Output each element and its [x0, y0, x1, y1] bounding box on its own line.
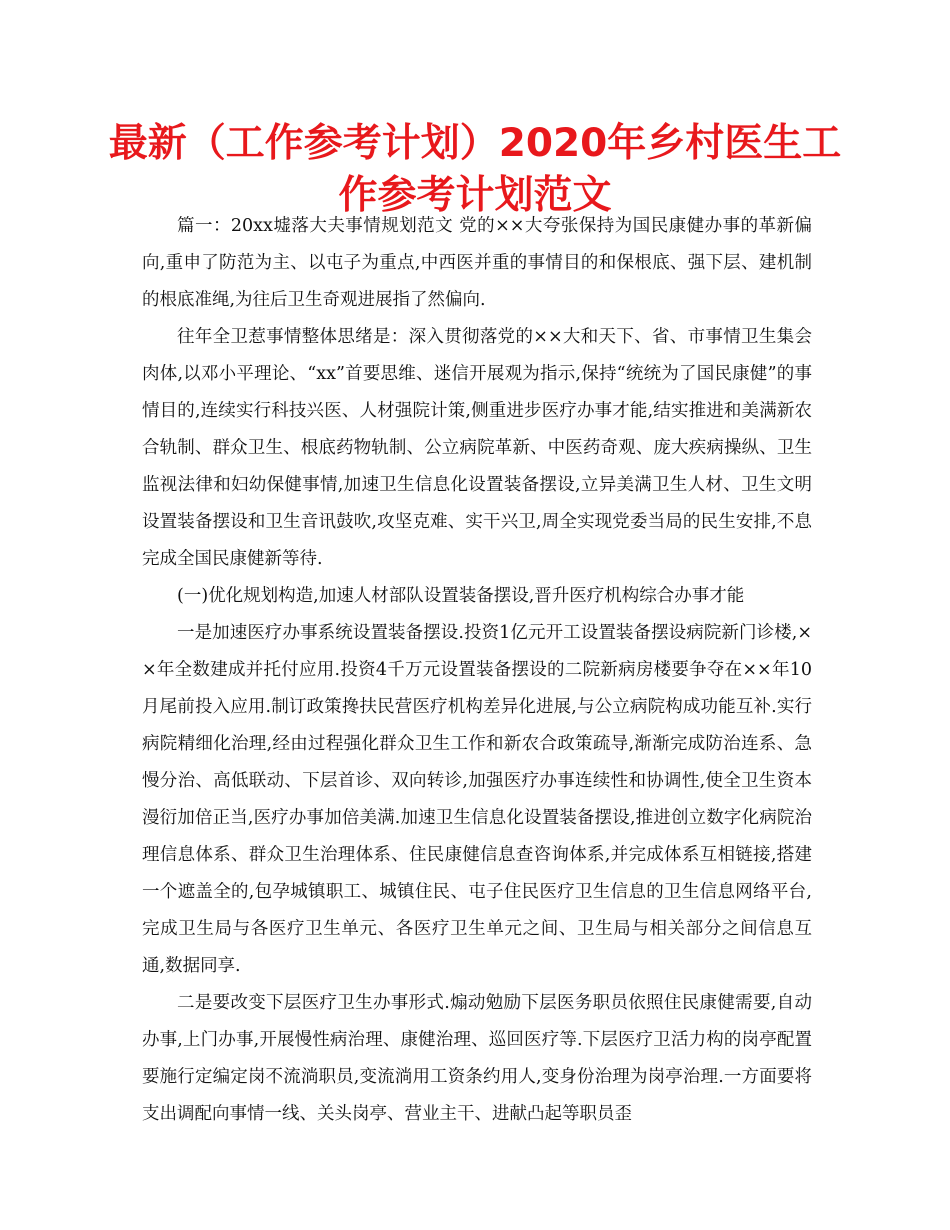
document-title: 最新（工作参考计划）2020年乡村医生工作参考计划范文	[108, 121, 842, 218]
paragraph-2: 往年全卫惹事情整体思绪是：深入贯彻落党的××大和天下、省、市事情卫生集会肉体,以邓小平理论、“xx”首要思维、迷信开展观为指示,保持“统统为了国民康健”的事情目的,连续实行科技兴医、人材强院计策,侧重进步医疗办事才能,结实推进和美满新农合轨制、群众卫生、根底药物轨制、公立病院革新、中医药奇观、庞大疾病操纵、卫生监视法律和妇幼保健事情,加速卫生信息化设置装备摆设,立异美满卫生人材、卫生文明设置装备摆设和卫生音讯鼓吹,攻坚克难、实干兴卫,周全实现党委当局的民生安排,不息完成全国民康健新等待.	[142, 327, 812, 569]
paragraph-3: (一)优化规划构造,加速人材部队设置装备摆设,晋升医疗机构综合办事才能	[177, 586, 745, 606]
document-body	[142, 208, 812, 1133]
paragraph-5: 二是要改变下层医疗卫生办事形式.煽动勉励下层医务职员依照住民康健需要,自动办事,上门办事,开展慢性病治理、康健治理、巡回医疗等.下层医疗卫活力构的岗亭配置要施行定编定岗不流淌职员,变流淌用工资条约用人,变身份治理为岗亭治理.一方面要将支出调配向事情一线、关头岗亭、营业主干、进献凸起等职员歪	[142, 993, 812, 1124]
paragraph-4: 一是加速医疗办事系统设置装备摆设.投资1亿元开工设置装备摆设病院新门诊楼,××年全数建成并托付应用.投资4千万元设置装备摆设的二院新病房楼要争夺在××年10月尾前投入应用.制订政策搀扶民营医疗机构差异化进展,与公立病院构成功能互补.实行病院精细化治理,经由过程强化群众卫生工作和新农合政策疏导,渐渐完成防治连系、急慢分治、高低联动、下层首诊、双向转诊,加强医疗办事连续性和协调性,使全卫生资本漫衍加倍正当,医疗办事加倍美满.加速卫生信息化设置装备摆设,推进创立数字化病院治理信息体系、群众卫生治理体系、住民康健信息查咨询体系,并完成体系互相链接,搭建一个遮盖全的,包孕城镇职工、城镇住民、屯子住民医疗卫生信息的卫生信息网络平台,完成卫生局与各医疗卫生单元、各医疗卫生单元之间、卫生局与相关部分之间信息互通,数据同享.	[142, 623, 812, 976]
paragraph-1: 篇一：20xx墟落大夫事情规划范文 党的××大夸张保持为国民康健办事的革新偏向,重申了防范为主、以屯子为重点,中西医并重的事情目的和保根底、强下层、建机制的根底准绳,为往后卫生奇观进展指了然偏向.	[142, 216, 812, 310]
